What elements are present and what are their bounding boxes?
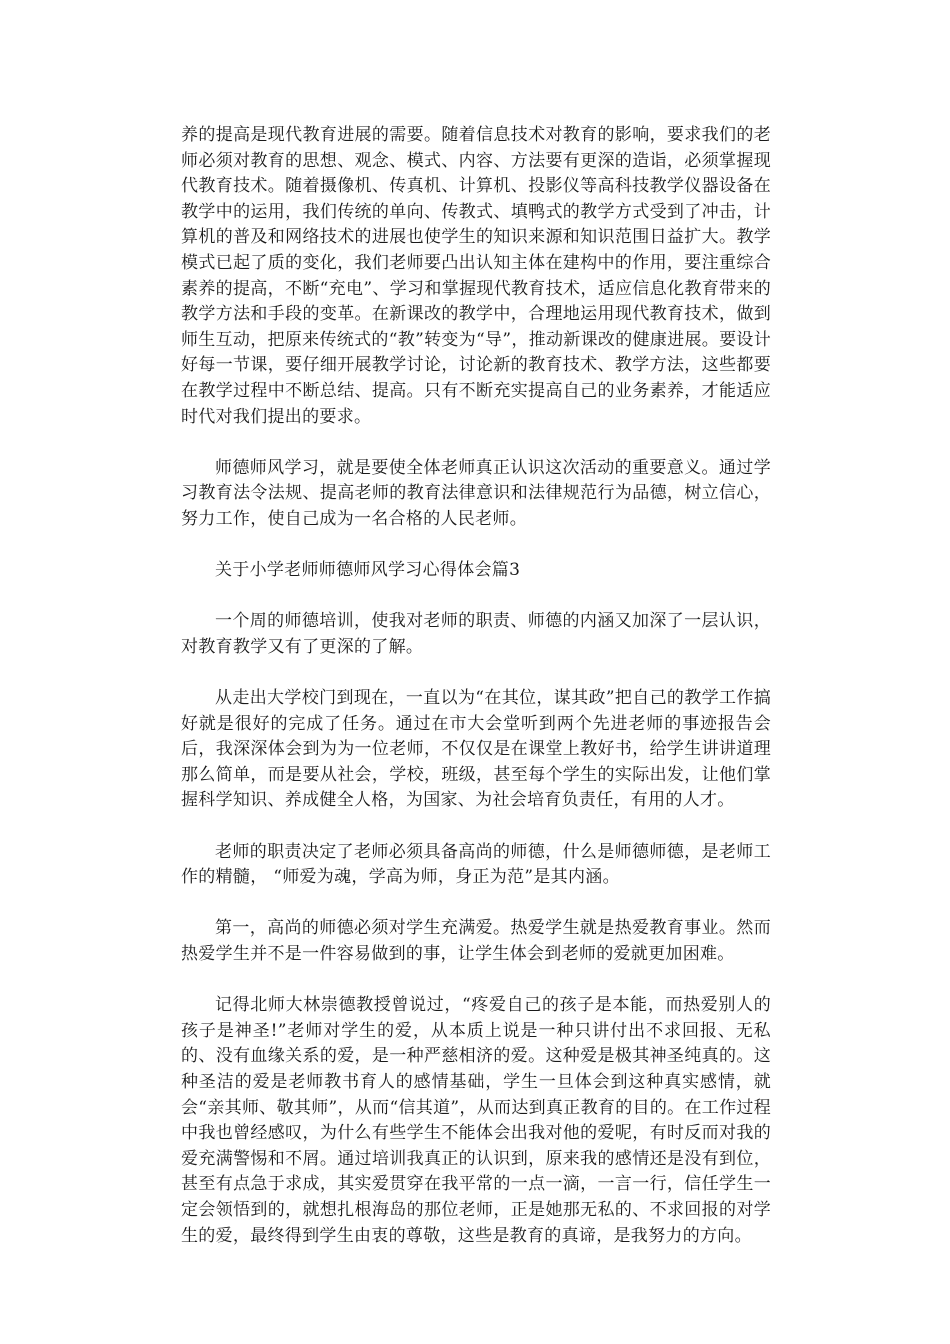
paragraph-teacher-duty: 老师的职责决定了老师必须具备高尚的师德，什么是师德师德，是老师工作的精髓， “师爱为魂，学高为师，身正为范”是其内涵。	[181, 841, 771, 888]
paragraph-since-graduation: 从走出大学校门到现在，一直以为“在其位，谋其政”把自己的教学工作搞好就是很好的完成了任务。通过在市大会堂听到两个先进老师的事迹报告会后，我深深体会到为为一位老师，不仅仅是在课堂上教好书，给学生讲讲道理那么简单，而是要从社会，学校，班级，甚至每个学生的实际出发，让他们掌握科学知识、养成健全人格，为国家、为社会培育负责任，有用的人才。	[181, 688, 771, 811]
paragraph-ethics-study: 师德师风学习，就是要使全体老师真正认识这次活动的重要意义。通过学习教育法令法规、提高老师的教育法律意识和法律规范行为品德，树立信心，努力工作，使自己成为一名合格的人民老师。	[181, 457, 771, 529]
document-page	[181, 123, 771, 1249]
paragraph-continuation: 养的提高是现代教育进展的需要。随着信息技术对教育的影响，要求我们的老师必须对教育的思想、观念、模式、内容、方法要有更深的造诣，必须掌握现代教育技术。随着摄像机、传真机、计算机、投影仪等高科技教学仪器设备在教学中的运用，我们传统的单向、传教式、填鸭式的教学方式受到了冲击，计算机的普及和网络技术的进展也使学生的知识来源和知识范围日益扩大。教学模式已起了质的变化，我们老师要凸出认知主体在建构中的作用，要注重综合素养的提高，不断“充电”、学习和掌握现代教育技术，适应信息化教育带来的教学方法和手段的变革。在新课改的教学中，合理地运用现代教育技术，做到师生互动，把原来传统式的“教”转变为“导”，推动新课改的健康进展。要设计好每一节课，要仔细开展教学讨论，讨论新的教育技术、教学方法，这些都要在教学过程中不断总结、提高。只有不断充实提高自己的业务素养，才能适应时代对我们提出的要求。	[181, 125, 771, 427]
paragraph-first-point: 第一，高尚的师德必须对学生充满爱。热爱学生就是热爱教育事业。然而热爱学生并不是一件容易做到的事，让学生体会到老师的爱就更加困难。	[181, 918, 771, 964]
paragraph-training-intro: 一个周的师德培训，使我对老师的职责、师德的内涵又加深了一层认识，对教育教学又有了更深的了解。	[181, 611, 771, 657]
paragraph-professor-quote: 记得北师大林崇德教授曾说过，“疼爱自己的孩子是本能，而热爱别人的孩子是神圣!”老师对学生的爱，从本质上说是一种只讲付出不求回报、无私的、没有血缘关系的爱，是一种严慈相济的爱。这种爱是极其神圣纯真的。这种圣洁的爱是老师教书育人的感情基础，学生一旦体会到这种真实感情，就会“亲其师、敬其师”，从而“信其道”，从而达到真正教育的目的。在工作过程中我也曾经感叹，为什么有些学生不能体会出我对他的爱呢，有时反而对我的爱充满警惕和不屑。通过培训我真正的认识到，原来我的感情还是没有到位，甚至有点急于求成，其实爱贯穿在我平常的一点一滴，一言一行，信任学生一定会领悟到的，就想扎根海岛的那位老师，正是她那无私的、不求回报的对学生的爱，最终得到学生由衷的尊敬，这些是教育的真谛，是我努力的方向。	[181, 995, 771, 1246]
section-heading: 关于小学老师师德师风学习心得体会篇3	[215, 560, 521, 581]
